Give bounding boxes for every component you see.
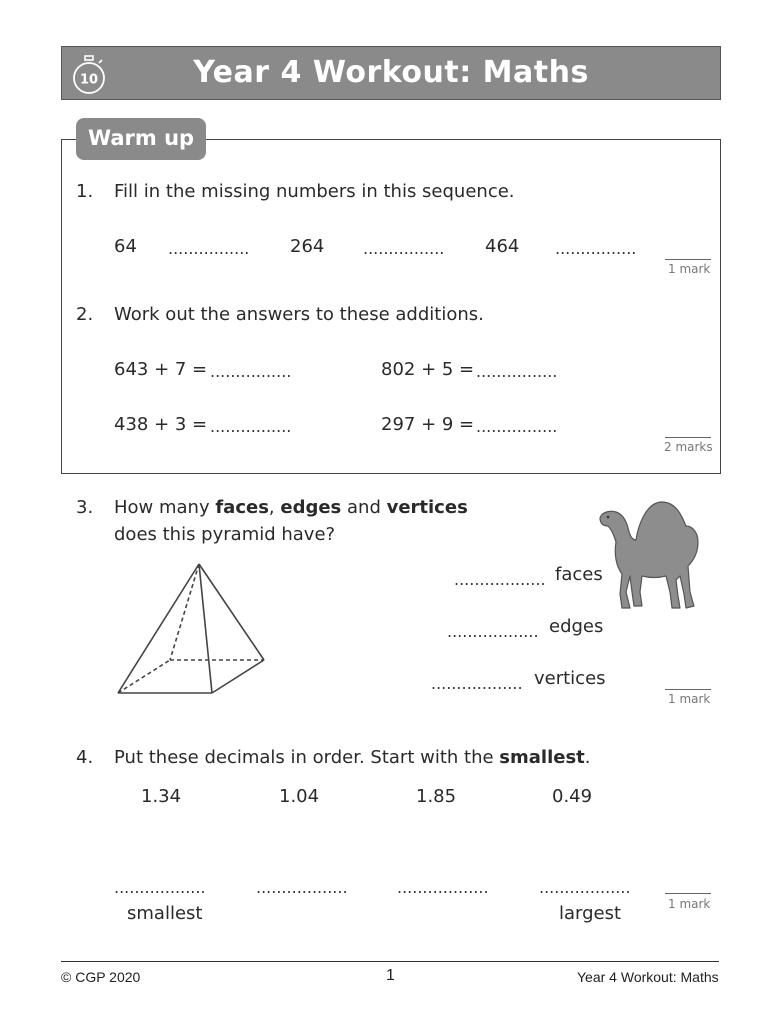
q4-decimal-1: 1.34 (141, 786, 182, 807)
q4-blank-1[interactable]: .................. (114, 878, 206, 897)
page-header (61, 46, 721, 100)
footer-divider (61, 961, 719, 962)
q2-blank-3[interactable]: ................ (210, 417, 292, 436)
q4-decimal-3: 1.85 (416, 786, 457, 807)
q3-blank-faces[interactable]: .................. (454, 570, 546, 589)
q4-decimal-4: 0.49 (552, 786, 593, 807)
q4-blank-2[interactable]: .................. (256, 878, 348, 897)
q3-mark-line (665, 689, 711, 690)
q1-term-2: 264 (290, 236, 325, 257)
q2-blank-2[interactable]: ................ (476, 362, 558, 381)
q3-text-line2: does this pyramid have? (114, 524, 336, 545)
camel-illustration (596, 496, 704, 614)
q1-blank-3[interactable]: ................ (555, 239, 637, 258)
q4-number: 4. (76, 747, 94, 768)
q4-smallest-label: smallest (127, 903, 203, 924)
q3-label-edges: edges (549, 616, 604, 637)
q4-decimal-2: 1.04 (279, 786, 320, 807)
q1-number: 1. (76, 181, 94, 202)
q2-sum-1: 643 + 7 = (114, 359, 208, 380)
q2-mark-label: 2 marks (664, 440, 713, 454)
warm-up-tab (76, 118, 206, 160)
q3-blank-vertices[interactable]: .................. (431, 674, 523, 693)
q4-largest-label: largest (559, 903, 622, 924)
q3-label-faces: faces (555, 564, 603, 585)
q2-sum-3: 438 + 3 = (114, 414, 208, 435)
timer-minutes: 10 (79, 72, 99, 88)
q3-mark-label: 1 mark (668, 692, 711, 706)
q1-mark-label: 1 mark (668, 262, 711, 276)
q3-number: 3. (76, 497, 94, 518)
q1-blank-2[interactable]: ................ (363, 239, 445, 258)
q2-text: Work out the answers to these additions. (114, 304, 484, 325)
q4-blank-4[interactable]: .................. (539, 878, 631, 897)
q2-sum-2: 802 + 5 = (381, 359, 475, 380)
q1-term-3: 464 (485, 236, 520, 257)
q4-mark-line (665, 893, 711, 894)
q4-blank-3[interactable]: .................. (397, 878, 489, 897)
q2-sum-4: 297 + 9 = (381, 414, 475, 435)
q4-mark-label: 1 mark (668, 897, 711, 911)
q1-text: Fill in the missing numbers in this sequence. (114, 181, 515, 202)
warm-up-label: Warm up (87, 126, 195, 150)
q1-blank-1[interactable]: ................ (168, 239, 250, 258)
q2-number: 2. (76, 304, 94, 325)
q2-mark-line (665, 437, 711, 438)
q3-blank-edges[interactable]: .................. (447, 622, 539, 641)
q4-text: Put these decimals in order. Start with the smallest. (114, 747, 591, 768)
q3-label-vertices: vertices (534, 668, 606, 689)
footer-copyright: © CGP 2020 (61, 969, 141, 985)
page-title: Year 4 Workout: Maths (193, 55, 589, 90)
q1-term-1: 64 (114, 236, 137, 257)
q1-mark-line (665, 259, 711, 260)
footer-page-number: 1 (386, 967, 395, 984)
pyramid-diagram (110, 558, 275, 703)
q2-blank-4[interactable]: ................ (476, 417, 558, 436)
q2-blank-1[interactable]: ................ (210, 362, 292, 381)
q3-text: How many faces, edges and vertices (114, 497, 468, 518)
footer-title: Year 4 Workout: Maths (577, 969, 719, 985)
